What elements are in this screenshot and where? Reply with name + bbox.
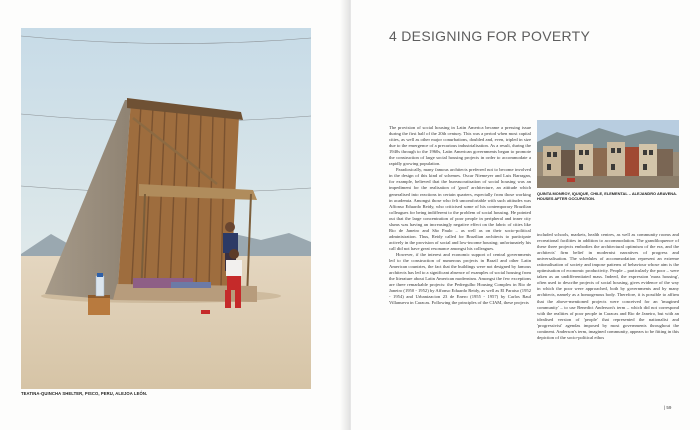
housing-photo xyxy=(537,120,679,188)
left-page xyxy=(0,0,349,430)
paragraph: However, if the interest and economic support of central governments led to the construction of numerous projects in Brazil and other Latin American countries, the fact that the buildings were not designed by famous architects has led to a significant absence of examples of social housing from the literature about Latin American modernism. Amongst the few exceptions are three remarkable projects: the Pedregulho Housing Complex in Rio de Janeiro (1950 - 1952) by Affonso Eduardo Reidy, as well as El Paraiso (1952 - 1954) and Urbanizacion 23 de Enero (1955 - 1957) by Carlos Raul Villanueva in Caracas. Following the principles of the CIAM, these projects xyxy=(389,251,531,306)
paragraph: Paradoxically, many famous architects preferred not to become involved in the design of this kind of schemes. Oscar Niemeyer and Luis Barragan, for example, believed that the bureaucratisation of social housing was an impediment for the realisation of 'good' architecture, an attitude which generalised into reactions in certain quarters, especially from those working in academia. Amongst those who felt uncomfortable with such attitudes was Affonso Eduardo Reidy, who criticised some of his contemporary Brazilian colleagues for being indifferent to the problem of social housing. He pointed out that the large concentration of poor people in peripheral and inner city slums was having an increasingly negative effect on the fabric of cities like Rio de Janeiro and São Paulo – as well as on their socio-political administration. Thus, Reidy called for Brazilian architects to participate actively in the provision of social and low-income housing; unfortunately his call did not have great resonance amongst his colleagues. xyxy=(389,167,531,251)
photo-caption: TEATINA-QUINCHA SHELTER, PISCO, PERU, ALEJOA LEÓN. xyxy=(21,391,148,396)
paragraph: included schools, markets, health centres, as well as community rooms and recreational facilities in addition to accommodation. The grandiloquence of these three projects embodies the architectural optimism of the era, and the architects' firm belief in modernist narratives of progress and universalisation. The schedules of accommodation represent an extreme rationalisation of society and impose patterns of behaviour whose aim is the optimisation of economic productivity. People – particularly the poor – were taken as an undifferentiated mass. Indeed, the expression 'mass housing', often used to describe projects of social housing, gives evidence of the way in which the poor were approached, both by governments and by many architects, namely as a homogenous body. Therefore, it is possible to affirm that the above-mentioned projects were conceived for an 'imagined community' – to use Benedict Anderson's term – which did not correspond with the realities of poor people in Caracas and Rio de Janeiro, but with an idealised version of 'people' that represented the nationalist and 'progressivist' agendas imposed by most governments throughout the continent. Anderson's term, imagined community, appears to be fitting in this depiction of the socio-political ethos xyxy=(537,232,679,340)
figure-caption: QUINTA MONROY, IQUIQUE, CHILE, ELEMENTAL – ALEJANDRO ARAVENA. HOUSES AFTER OCCUPATION. xyxy=(537,191,677,201)
paragraph: The provision of social housing in Latin America became a pressing issue during the first half of the 20th century. This was a period when most capital cities, as well as other major conurbations, doubled and, even, tripled in size due to the emergence of a precarious industrialisation. As a result, during the 1940s through to the 1960s, Latin American governments began to promote the construction of large social housing projects in order to accommodate a rapidly growing population. xyxy=(389,125,531,167)
shelter-photo xyxy=(21,28,311,389)
chapter-title: 4 DESIGNING FOR POVERTY xyxy=(389,28,591,44)
text-column-1 xyxy=(389,125,531,306)
page-number: | 59 xyxy=(664,405,672,410)
text-column-2 xyxy=(537,232,679,341)
page-number-value: 59 xyxy=(666,405,672,410)
